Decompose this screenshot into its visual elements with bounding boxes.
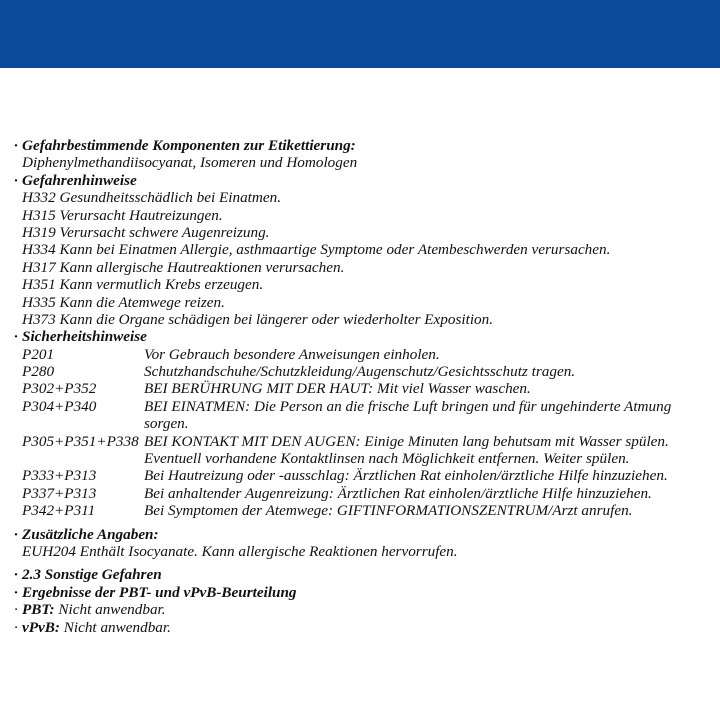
- hazard-statement: H317 Kann allergische Hautreaktionen verursachen.: [22, 258, 345, 276]
- pbt-line: [14, 601, 714, 618]
- vpvb-line: [14, 619, 714, 636]
- other-hazards-heading: · 2.3 Sonstige Gefahren: [14, 566, 162, 584]
- bullet: ·: [14, 525, 18, 543]
- hazard-statement: H315 Verursacht Hautreizungen.: [22, 206, 223, 224]
- vpvb-value: Nicht anwendbar.: [63, 618, 171, 636]
- bullet: ·: [14, 618, 18, 636]
- precaution-code: P342+P311: [22, 502, 96, 520]
- components-heading: · Gefahrbestimmende Komponenten zur Etikettierung:: [14, 137, 356, 154]
- precaution-row: [14, 398, 714, 415]
- precaution-row: [14, 433, 714, 450]
- precaution-row: [14, 485, 714, 502]
- precaution-code: P305+P351+P338: [22, 432, 139, 450]
- bullet: ·: [14, 583, 18, 601]
- bullet: ·: [14, 137, 18, 154]
- sds-section: [14, 137, 714, 636]
- precaution-code: P201: [22, 345, 55, 363]
- pbt-label: PBT:: [22, 601, 55, 619]
- precaution-code: P302+P352: [22, 380, 97, 398]
- additional-heading: · Zusätzliche Angaben:: [14, 525, 159, 543]
- header-banner: [0, 0, 720, 68]
- safety-heading: · Sicherheitshinweise: [14, 328, 147, 346]
- precaution-text: BEI KONTAKT MIT DEN AUGEN: Einige Minuten lang behutsam mit Wasser spülen.: [144, 432, 669, 450]
- additional-text: EUH204 Enthält Isocyanate. Kann allergische Reaktionen hervorrufen.: [22, 542, 458, 560]
- precaution-text: Bei anhaltender Augenreizung: Ärztlichen Rat einholen/ärztliche Hilfe hinzuziehen.: [144, 484, 652, 502]
- precaution-text: Schutzhandschuhe/Schutzkleidung/Augenschutz/Gesichtsschutz tragen.: [144, 363, 576, 381]
- precaution-code: P304+P340: [22, 397, 97, 415]
- precaution-text: Vor Gebrauch besondere Anweisungen einholen.: [144, 345, 440, 363]
- precaution-continuation: Eventuell vorhandene Kontaktlinsen nach Möglichkeit entfernen. Weiter spülen.: [144, 450, 630, 468]
- vpvb-label: vPvB:: [22, 618, 60, 636]
- pbt-assessment-heading: · Ergebnisse der PBT- und vPvB-Beurteilung: [14, 583, 297, 601]
- precaution-code: P280: [22, 363, 55, 381]
- hazards-heading: · Gefahrenhinweise: [14, 171, 137, 189]
- precaution-text: BEI EINATMEN: Die Person an die frische Luft bringen und für ungehinderte Atmung: [144, 397, 672, 415]
- precaution-text: BEI BERÜHRUNG MIT DER HAUT: Mit viel Wasser waschen.: [144, 380, 531, 398]
- precaution-code: P333+P313: [22, 467, 97, 485]
- precaution-continuation: sorgen.: [144, 415, 189, 433]
- bullet: ·: [14, 566, 18, 584]
- hazard-statement: H351 Kann vermutlich Krebs erzeugen.: [22, 276, 264, 294]
- hazard-statement: H373 Kann die Organe schädigen bei längerer oder wiederholter Exposition.: [22, 310, 494, 328]
- precaution-row: [14, 380, 714, 397]
- precaution-row: [14, 502, 714, 519]
- hazard-statement: H334 Kann bei Einatmen Allergie, asthmaartige Symptome oder Atembeschwerden verursachen.: [22, 241, 611, 259]
- hazard-statement: H319 Verursacht schwere Augenreizung.: [22, 223, 270, 241]
- precaution-text: Bei Symptomen der Atemwege: GIFTINFORMATIONSZENTRUM/Arzt anrufen.: [144, 502, 633, 520]
- precaution-row: [14, 363, 714, 380]
- precaution-text: Bei Hautreizung oder -ausschlag: Ärztlichen Rat einholen/ärztliche Hilfe hinzuziehen.: [144, 467, 668, 485]
- bullet: ·: [14, 601, 18, 619]
- bullet: ·: [14, 328, 18, 346]
- precaution-code: P337+P313: [22, 484, 97, 502]
- precaution-row: [14, 346, 714, 363]
- hazard-statement: H332 Gesundheitsschädlich bei Einatmen.: [22, 189, 281, 207]
- bullet: ·: [14, 171, 18, 189]
- components-text: Diphenylmethandiisocyanat, Isomeren und Homologen: [22, 154, 358, 172]
- precaution-row: [14, 467, 714, 484]
- pbt-value: Nicht anwendbar.: [58, 601, 166, 619]
- hazard-statement: H335 Kann die Atemwege reizen.: [22, 293, 225, 311]
